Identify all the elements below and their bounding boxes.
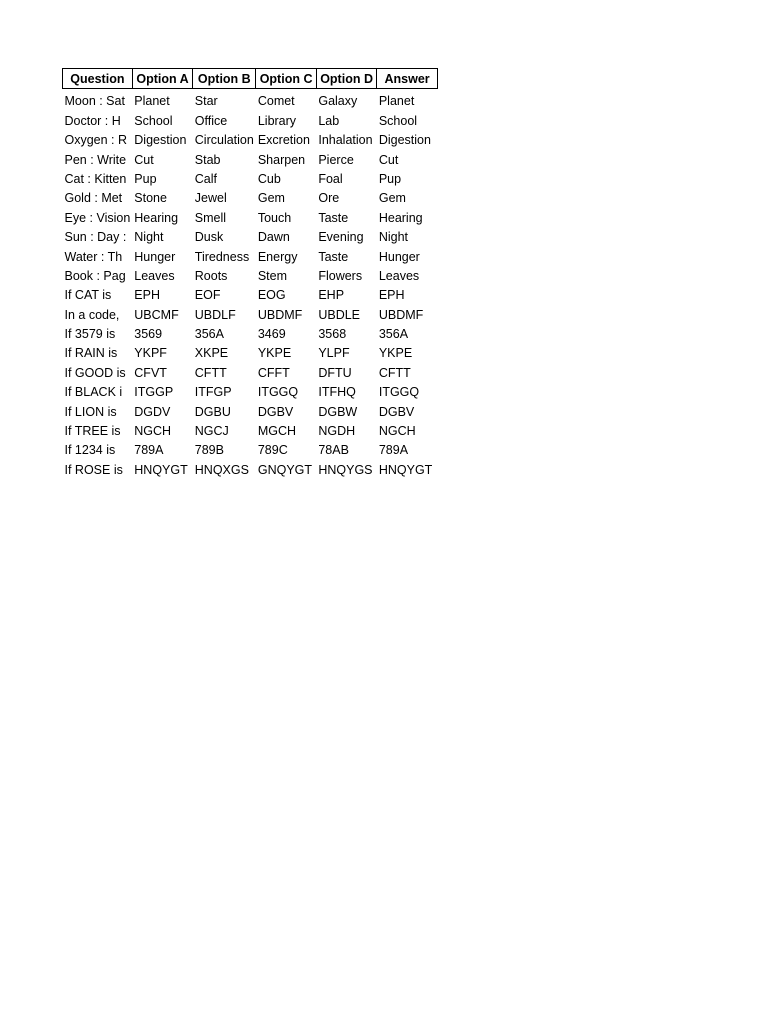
table-cell: YKPE: [378, 346, 413, 361]
table-cell: Sun : Day :: [64, 230, 127, 245]
table-cell: Hunger: [378, 249, 420, 264]
table-cell: 789B: [194, 443, 224, 458]
table-cell: EOG: [257, 288, 286, 303]
table-cell: Moon : Sat: [64, 94, 125, 109]
column-header: Option A: [132, 69, 193, 89]
table-row: [63, 341, 438, 360]
table-cell: ITGGQ: [257, 385, 299, 400]
table-cell: If CAT is: [64, 288, 112, 303]
table-cell: Cut: [134, 152, 154, 167]
table-cell: Galaxy: [318, 94, 358, 109]
table-cell: 3469: [257, 327, 286, 342]
table-cell: Oxygen : R: [64, 133, 128, 148]
table-cell: Hearing: [134, 210, 179, 225]
table-cell: If TREE is: [64, 424, 121, 439]
column-header: Option B: [193, 69, 256, 89]
table-cell: DGBV: [257, 404, 294, 419]
table-row: [63, 108, 438, 127]
table-cell: Star: [194, 94, 218, 109]
table-cell: ITFGP: [194, 385, 232, 400]
table-cell: MGCH: [257, 424, 297, 439]
table-cell: Cut: [378, 152, 399, 167]
table-cell: Doctor : H: [64, 113, 121, 128]
table-cell: HNQXGS: [194, 462, 249, 477]
table-row: [63, 399, 438, 418]
table-cell: Planet: [378, 94, 415, 109]
table-row: [63, 89, 438, 109]
table-cell: Evening: [318, 230, 364, 245]
table-cell: DGBW: [318, 404, 358, 419]
table-cell: Hearing: [378, 210, 423, 225]
table-cell: Dusk: [194, 230, 224, 245]
table-cell: 789A: [134, 443, 164, 458]
table-cell: CFVT: [134, 365, 167, 380]
table-cell: Stem: [257, 268, 288, 283]
table-cell: EHP: [318, 288, 345, 303]
table-cell: UBDLE: [318, 307, 361, 322]
table-row: [63, 225, 438, 244]
table-cell: If BLACK i: [64, 385, 123, 400]
table-cell: Jewel: [194, 191, 227, 206]
table-cell: Comet: [257, 94, 295, 109]
table-cell: YLPF: [318, 346, 350, 361]
table-cell: 356A: [378, 327, 409, 342]
table-cell: Night: [134, 230, 164, 245]
table-cell: DFTU: [318, 365, 352, 380]
table-cell: Stone: [134, 191, 167, 206]
column-header: Answer: [377, 69, 438, 89]
table-cell: If LION is: [64, 404, 117, 419]
column-header: Option C: [256, 69, 317, 89]
table-cell: Energy: [257, 249, 298, 264]
table-cell: Cat : Kitten: [64, 171, 127, 186]
table-cell: 789A: [378, 443, 409, 458]
table-row: [63, 205, 438, 224]
table-cell: Roots: [194, 268, 228, 283]
table-cell: School: [378, 113, 418, 128]
table-cell: YKPF: [134, 346, 167, 361]
table-cell: CFFT: [257, 365, 290, 380]
table-cell: In a code,: [64, 307, 120, 322]
table-cell: Leaves: [378, 268, 420, 283]
table-cell: 78AB: [318, 443, 349, 458]
table-row: [63, 244, 438, 263]
table-cell: UBDMF: [257, 307, 303, 322]
table-cell: Pierce: [318, 152, 354, 167]
table-cell: Pen : Write: [64, 152, 127, 167]
table-cell: If GOOD is: [64, 365, 126, 380]
table-cell: NGCJ: [194, 424, 229, 439]
header-row: [63, 69, 438, 89]
table-cell: Taste: [318, 210, 349, 225]
table-cell: If RAIN is: [64, 346, 118, 361]
table-cell: 3568: [318, 327, 347, 342]
column-header: Question: [63, 69, 133, 89]
column-header: Option D: [316, 69, 377, 89]
table-cell: Tiredness: [194, 249, 250, 264]
table-cell: HNQYGS: [318, 462, 373, 477]
table-cell: Pup: [378, 171, 402, 186]
table-cell: Gold : Met: [64, 191, 123, 206]
table-cell: NGDH: [318, 424, 356, 439]
table-row: [63, 457, 438, 476]
table-cell: Inhalation: [318, 133, 373, 148]
table-cell: HNQYGT: [378, 462, 433, 477]
table-cell: Lab: [318, 113, 340, 128]
table-row: [63, 322, 438, 341]
table-cell: UBDMF: [378, 307, 424, 322]
table-cell: Water : Th: [64, 249, 123, 264]
table-cell: 356A: [194, 327, 224, 342]
table-cell: 3569: [134, 327, 163, 342]
table-cell: Library: [257, 113, 297, 128]
table-cell: HNQYGT: [134, 462, 188, 477]
table-cell: 789C: [257, 443, 288, 458]
table-cell: If ROSE is: [64, 462, 123, 477]
table-cell: Digestion: [378, 133, 431, 148]
table-cell: Hunger: [134, 249, 176, 264]
table-row: [63, 147, 438, 166]
table-cell: NGCH: [134, 424, 172, 439]
table-cell: Calf: [194, 171, 218, 186]
table-cell: Stab: [194, 152, 221, 167]
table-cell: Touch: [257, 210, 292, 225]
table-cell: Pup: [134, 171, 157, 186]
table-cell: DGBV: [378, 404, 415, 419]
table-cell: CFTT: [378, 365, 411, 380]
table-cell: School: [134, 113, 173, 128]
table-cell: DGBU: [194, 404, 231, 419]
table-cell: Office: [194, 113, 228, 128]
table-row: [63, 128, 438, 147]
table-row: [63, 438, 438, 457]
table-cell: Taste: [318, 249, 349, 264]
table-cell: XKPE: [194, 346, 229, 361]
table-cell: DGDV: [134, 404, 171, 419]
table-cell: Smell: [194, 210, 227, 225]
table-cell: Foal: [318, 171, 343, 186]
table-cell: Flowers: [318, 268, 363, 283]
table-cell: Cub: [257, 171, 281, 186]
table-cell: GNQYGT: [257, 462, 313, 477]
spreadsheet-page: [62, 68, 438, 477]
table-cell: ITFHQ: [318, 385, 356, 400]
table-cell: Excretion: [257, 133, 310, 148]
table-row: [63, 186, 438, 205]
table-cell: UBCMF: [134, 307, 179, 322]
table-row: [63, 283, 438, 302]
table-cell: UBDLF: [194, 307, 236, 322]
table-row: [63, 380, 438, 399]
table-row: [63, 167, 438, 186]
table-cell: Leaves: [134, 268, 175, 283]
table-cell: Night: [378, 230, 409, 245]
table-cell: If 1234 is: [64, 443, 116, 458]
table-cell: Sharpen: [257, 152, 306, 167]
table-cell: EPH: [134, 288, 160, 303]
table-cell: Ore: [318, 191, 340, 206]
table-row: [63, 302, 438, 321]
table-cell: Planet: [134, 94, 170, 109]
table-cell: ITGGP: [134, 385, 174, 400]
table-cell: Dawn: [257, 230, 290, 245]
table-cell: Eye : Vision: [64, 210, 131, 225]
table-cell: Gem: [378, 191, 406, 206]
table-cell: Circulation: [194, 133, 254, 148]
table-row: [63, 264, 438, 283]
table-row: [63, 360, 438, 379]
table-cell: Book : Pag: [64, 268, 126, 283]
questions-table: [62, 68, 438, 477]
table-cell: If 3579 is: [64, 327, 116, 342]
table-cell: Digestion: [134, 133, 187, 148]
table-cell: EOF: [194, 288, 221, 303]
table-cell: ITGGQ: [378, 385, 420, 400]
table-cell: Gem: [257, 191, 285, 206]
table-cell: CFTT: [194, 365, 227, 380]
table-cell: EPH: [378, 288, 405, 303]
table-cell: NGCH: [378, 424, 416, 439]
table-body: [63, 89, 438, 477]
table-row: [63, 419, 438, 438]
table-cell: YKPE: [257, 346, 292, 361]
